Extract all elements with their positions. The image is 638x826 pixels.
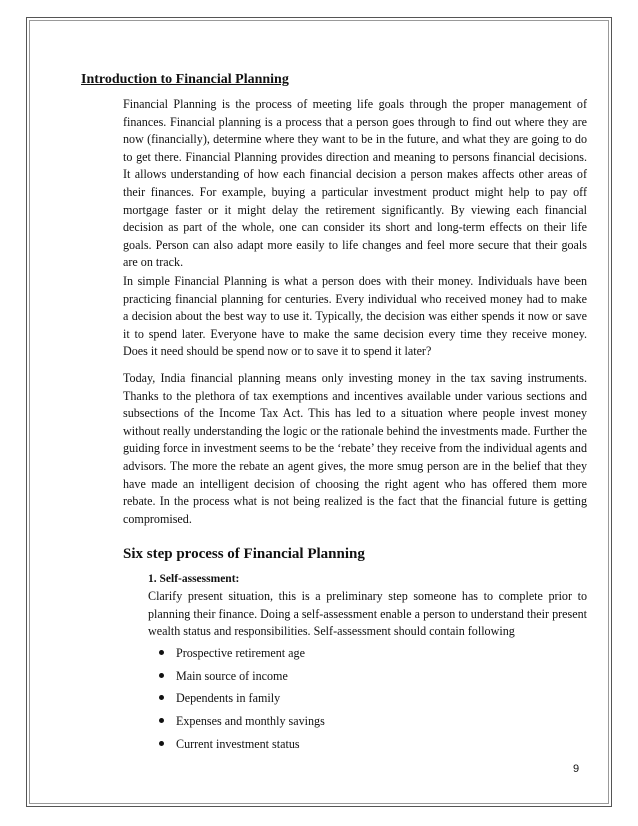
paragraph-intro: Financial Planning is the process of meeting life goals through the proper management of finances. Financial planning is a process that a person goes through to find out where they are now (financially), determine where they want to be in the future, and what they are going to do to get there. Financial Planning provides direction and meaning to persons financial decisions. It allows understanding of how each financial decision a person makes affects other areas of their finances. For example, buying a particular investment product might help to pay off mortgage faster or it might delay the retirement significantly. By viewing each financial decision as part of the whole, one can consider its short and long-term effects on their life goals. Person can also adapt more easily to life changes and feel more secure that their goals are on track. xyxy=(123,97,587,270)
list-item xyxy=(158,713,325,736)
list-item xyxy=(158,690,325,713)
bullet-icon xyxy=(159,650,164,655)
bullet-list xyxy=(158,645,325,758)
section-title: Introduction to Financial Planning xyxy=(81,72,289,87)
list-item xyxy=(158,668,325,691)
list-item xyxy=(158,736,325,759)
list-item xyxy=(158,645,325,668)
list-item-text: Dependents in family xyxy=(176,691,281,706)
list-item-text: Current investment status xyxy=(176,736,300,751)
page-number: 9 xyxy=(573,763,580,775)
list-item-text: Main source of income xyxy=(176,668,288,683)
bullet-icon xyxy=(159,695,164,700)
list-item-text: Prospective retirement age xyxy=(176,646,305,660)
bullet-icon xyxy=(159,673,164,678)
paragraph-simple: In simple Financial Planning is what a person does with their money. Individuals have been practicing financial planning for centuries. Every individual who received money had to make a decision about the best way to use it. Typically, the decision was either spends it now or save it to spend later. Everyone have to make the same decision every time they receive money. Does it need should be spend now or to save it to spend it later? xyxy=(123,274,587,359)
subsection-title: Six step process of Financial Planning xyxy=(123,546,365,562)
step-heading: 1. Self-assessment: xyxy=(148,573,240,585)
list-item-text: Expenses and monthly savings xyxy=(176,714,325,729)
bullet-icon xyxy=(159,718,164,723)
step-text: Clarify present situation, this is a preliminary step someone has to complete prior to planning their finance. Doing a self-assessment enable a person to understand their present wealth status and responsibilities. Self-assessment should contain following xyxy=(148,589,587,639)
paragraph-india: Today, India financial planning means only investing money in the tax saving instruments. Thanks to the plethora of tax exemptions and incentives available under various sections and subsections of the Income Tax Act. This has led to a situation where people invest money without really understanding the logic or the rationale behind the investments made. Further the guiding force in investment seems to be the ‘rebate’ they receive from the individual agents and advisors. The more the rebate an agent gives, the more smug person are in the belief that they have made an intelligent decision of choosing the right agent who has offered them more rebate. In the process what is not being realized is the fact that the financial future is getting compromised. xyxy=(123,371,587,526)
bullet-icon xyxy=(159,741,164,746)
